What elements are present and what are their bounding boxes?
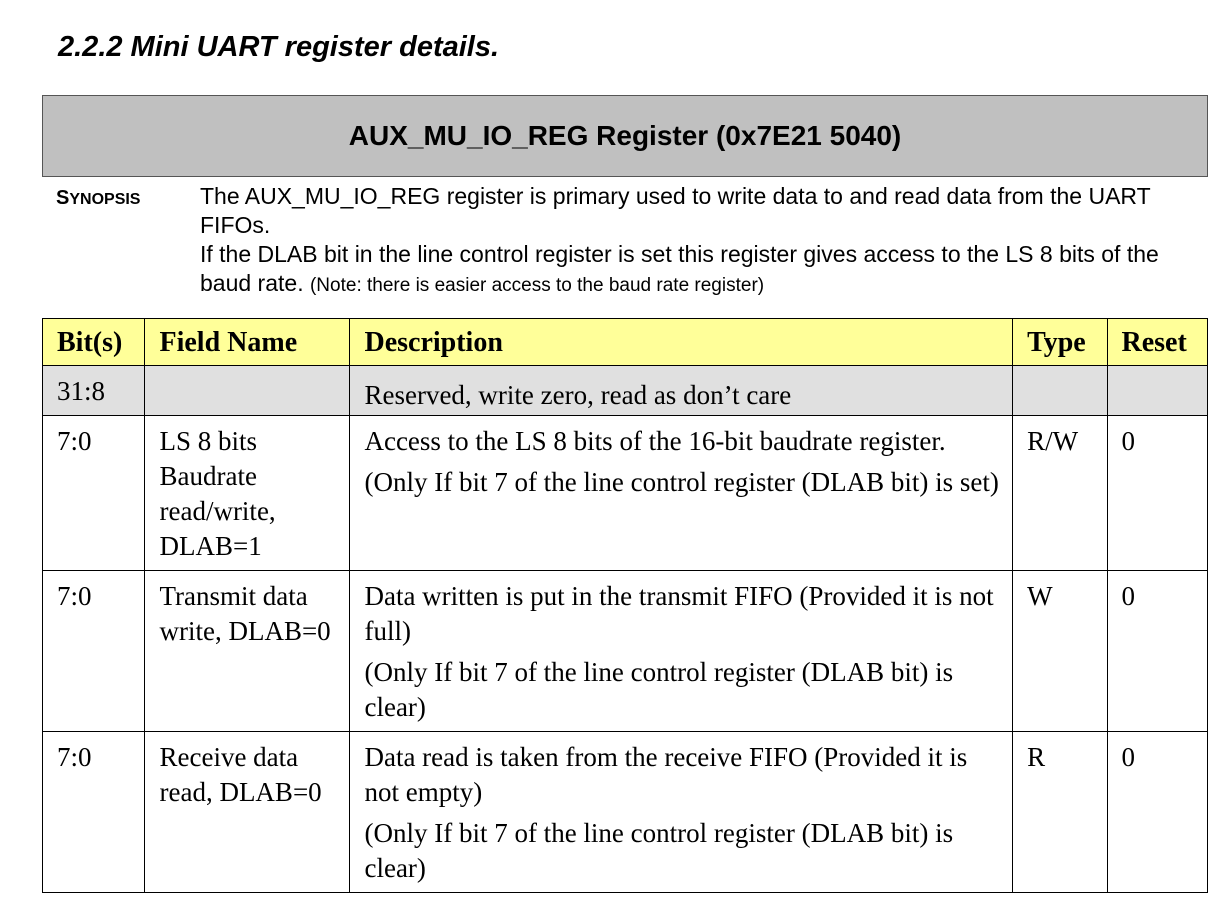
synopsis-note: (Note: there is easier access to the baud rate register) bbox=[309, 275, 765, 296]
cell-description bbox=[350, 732, 1013, 893]
header-field-name: Field Name bbox=[145, 319, 350, 366]
synopsis-line-2-main: If the DLAB bit in the line control register is set this register gives access to the LS 8 bits of the baud rate. bbox=[200, 241, 1159, 296]
header-bits: Bit(s) bbox=[43, 319, 145, 366]
cell-type: W bbox=[1013, 571, 1107, 732]
cell-reset: 0 bbox=[1107, 571, 1208, 732]
cell-description bbox=[350, 571, 1013, 732]
table-header-row bbox=[43, 319, 1208, 366]
header-description: Description bbox=[350, 319, 1013, 366]
cell-bits: 7:0 bbox=[43, 571, 145, 732]
synopsis-label-rest: YNOPSIS bbox=[69, 191, 141, 208]
cell-reset bbox=[1107, 366, 1208, 416]
cell-description-main: Reserved, write zero, read as don’t care bbox=[364, 380, 792, 410]
cell-bits: 31:8 bbox=[43, 366, 145, 416]
cell-field bbox=[145, 366, 350, 416]
cell-bits: 7:0 bbox=[43, 732, 145, 893]
synopsis-label bbox=[56, 184, 140, 214]
cell-description-main: Data read is taken from the receive FIFO (Provided it is not empty) bbox=[364, 742, 968, 807]
cell-description-main: Data written is put in the transmit FIFO (Provided it is not full) bbox=[364, 581, 994, 646]
cell-description-main: Access to the LS 8 bits of the 16-bit baudrate register. bbox=[364, 426, 946, 456]
table-row bbox=[43, 416, 1208, 571]
cell-type bbox=[1013, 366, 1107, 416]
cell-description bbox=[350, 366, 1013, 416]
header-reset: Reset bbox=[1107, 319, 1208, 366]
cell-field: Receive data read, DLAB=0 bbox=[145, 732, 350, 893]
table-row bbox=[43, 366, 1208, 416]
synopsis-text bbox=[200, 182, 1200, 300]
cell-field: Transmit data write, DLAB=0 bbox=[145, 571, 350, 732]
table-row bbox=[43, 571, 1208, 732]
synopsis-label-initial: S bbox=[56, 187, 70, 209]
register-fields-table bbox=[42, 318, 1208, 893]
cell-reset: 0 bbox=[1107, 732, 1208, 893]
synopsis-line-2 bbox=[200, 240, 1200, 300]
register-title: AUX_MU_IO_REG Register (0x7E21 5040) bbox=[42, 95, 1208, 177]
cell-reset: 0 bbox=[1107, 416, 1208, 571]
cell-type: R/W bbox=[1013, 416, 1107, 571]
section-title: 2.2.2 Mini UART register details. bbox=[58, 31, 500, 63]
cell-type: R bbox=[1013, 732, 1107, 893]
cell-description-extra: (Only If bit 7 of the line control register (DLAB bit) is set) bbox=[364, 467, 999, 497]
synopsis-line-1: The AUX_MU_IO_REG register is primary used to write data to and read data from the UART FIFOs. bbox=[200, 183, 1151, 238]
cell-description-extra: (Only If bit 7 of the line control register (DLAB bit) is clear) bbox=[364, 818, 954, 883]
cell-description-extra: (Only If bit 7 of the line control register (DLAB bit) is clear) bbox=[364, 657, 954, 722]
table-row bbox=[43, 732, 1208, 893]
cell-description bbox=[350, 416, 1013, 571]
cell-field: LS 8 bits Baudrate read/write, DLAB=1 bbox=[145, 416, 350, 571]
header-type: Type bbox=[1013, 319, 1107, 366]
cell-bits: 7:0 bbox=[43, 416, 145, 571]
